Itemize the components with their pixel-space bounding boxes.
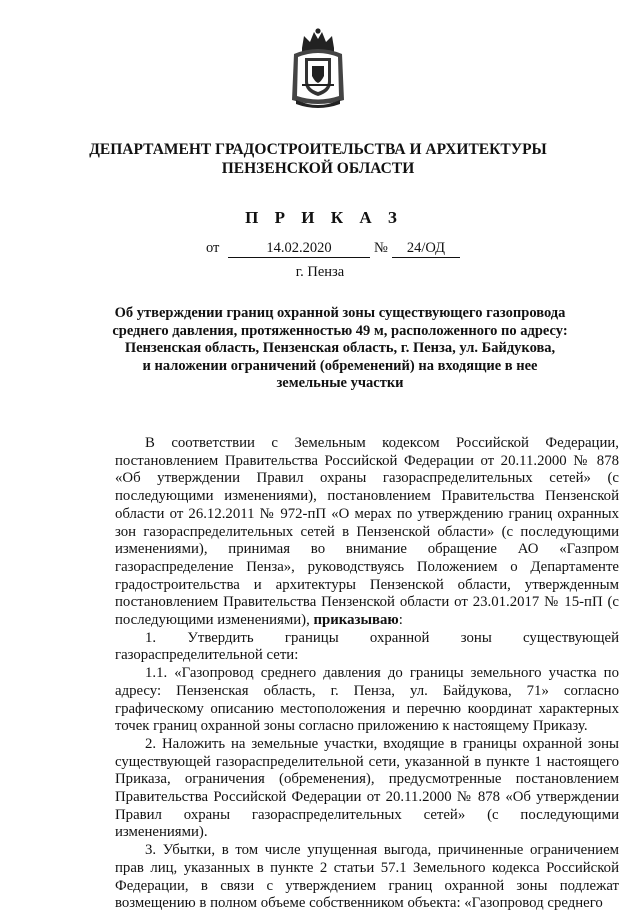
item-3: 3. Убытки, в том числе упущенная выгода, причиненные ограничением прав лиц, указанных в пункте 2 статьи 57.1 Земельного кодекса Российской Федерации, в связи с утверждением границ охранной зоны подлежат возмещению в полном объеме собственником объекта: «Газопровод среднего	[115, 842, 619, 912]
date-number-line	[0, 240, 640, 260]
department-line-1: ДЕПАРТАМЕНТ ГРАДОСТРОИТЕЛЬСТВА И АРХИТЕКТУРЫ	[89, 141, 547, 158]
order-date: 14.02.2020	[228, 240, 370, 258]
title-line-3: Пензенская область, Пензенская область, г. Пенза, ул. Байдукова,	[124, 340, 556, 356]
order-title	[100, 305, 580, 393]
title-line-1: Об утверждении границ охранной зоны существующего газопровода	[114, 305, 566, 321]
preamble-paragraph	[115, 435, 619, 630]
order-body	[115, 435, 619, 913]
title-line-5: земельные участки	[276, 375, 404, 391]
title-line-2: среднего давления, протяженностью 49 м, расположенного по адресу:	[112, 322, 568, 339]
department-name	[80, 140, 556, 178]
penza-coat-of-arms-icon	[288, 26, 348, 108]
title-line-4: и наложении ограничений (обременений) на входящие в нее	[142, 357, 538, 374]
item-1-1: 1.1. «Газопровод среднего давления до границы земельного участка по адресу: Пензенская область, г. Пенза, ул. Байдукова, 71» согласно графическому описанию местоположения и перечню координат характерных точек границ охранной зоны согласно приложению к настоящему Приказу.	[115, 665, 619, 735]
document-type-heading: П Р И К А З	[245, 208, 403, 227]
item-2: 2. Наложить на земельные участки, входящие в границы охранной зоны существующей газораспределительной сети, указанной в пункте 1 настоящего Приказа, ограничения (обременения), предусмотренные постановлением Правительства Российской Федерации от 20.11.2000 № 878 «Об утверждении Правил охраны газораспределительных сетей» (с последующими изменениями).	[115, 735, 619, 841]
order-number: 24/ОД	[392, 240, 460, 258]
preamble-text: В соответствии с Земельным кодексом Российской Федерации, постановлением Правительства Российской Федерации от 20.11.2000 № 878 «Об утверждении Правил охраны газораспределительных сетей» (с последующими изменениями), постановлением Правительства Пензенской области от 26.12.2011 № 972-пП «О мерах по утверждению границ охранных зон газораспределительных сетей в Пензенской области» (с последующими изменениями), принимая во внимание обращение АО «Газпром газораспределение Пенза», руководствуясь Положением о Департаменте градостроительства и архитектуры Пензенской области, утвержденным постановлением Правительства Пензенской области от 23.01.2017 № 15-пП (с последующими изменениями),	[115, 435, 619, 629]
department-line-2: ПЕНЗЕНСКОЙ ОБЛАСТИ	[221, 160, 415, 177]
number-label: №	[374, 240, 388, 256]
orders-colon: :	[398, 612, 403, 629]
date-label: от	[206, 240, 220, 256]
item-1: 1. Утвердить границы охранной зоны существующей газораспределительной сети:	[115, 629, 619, 664]
orders-word: приказываю	[313, 612, 399, 629]
issue-city: г. Пенза	[295, 264, 345, 280]
